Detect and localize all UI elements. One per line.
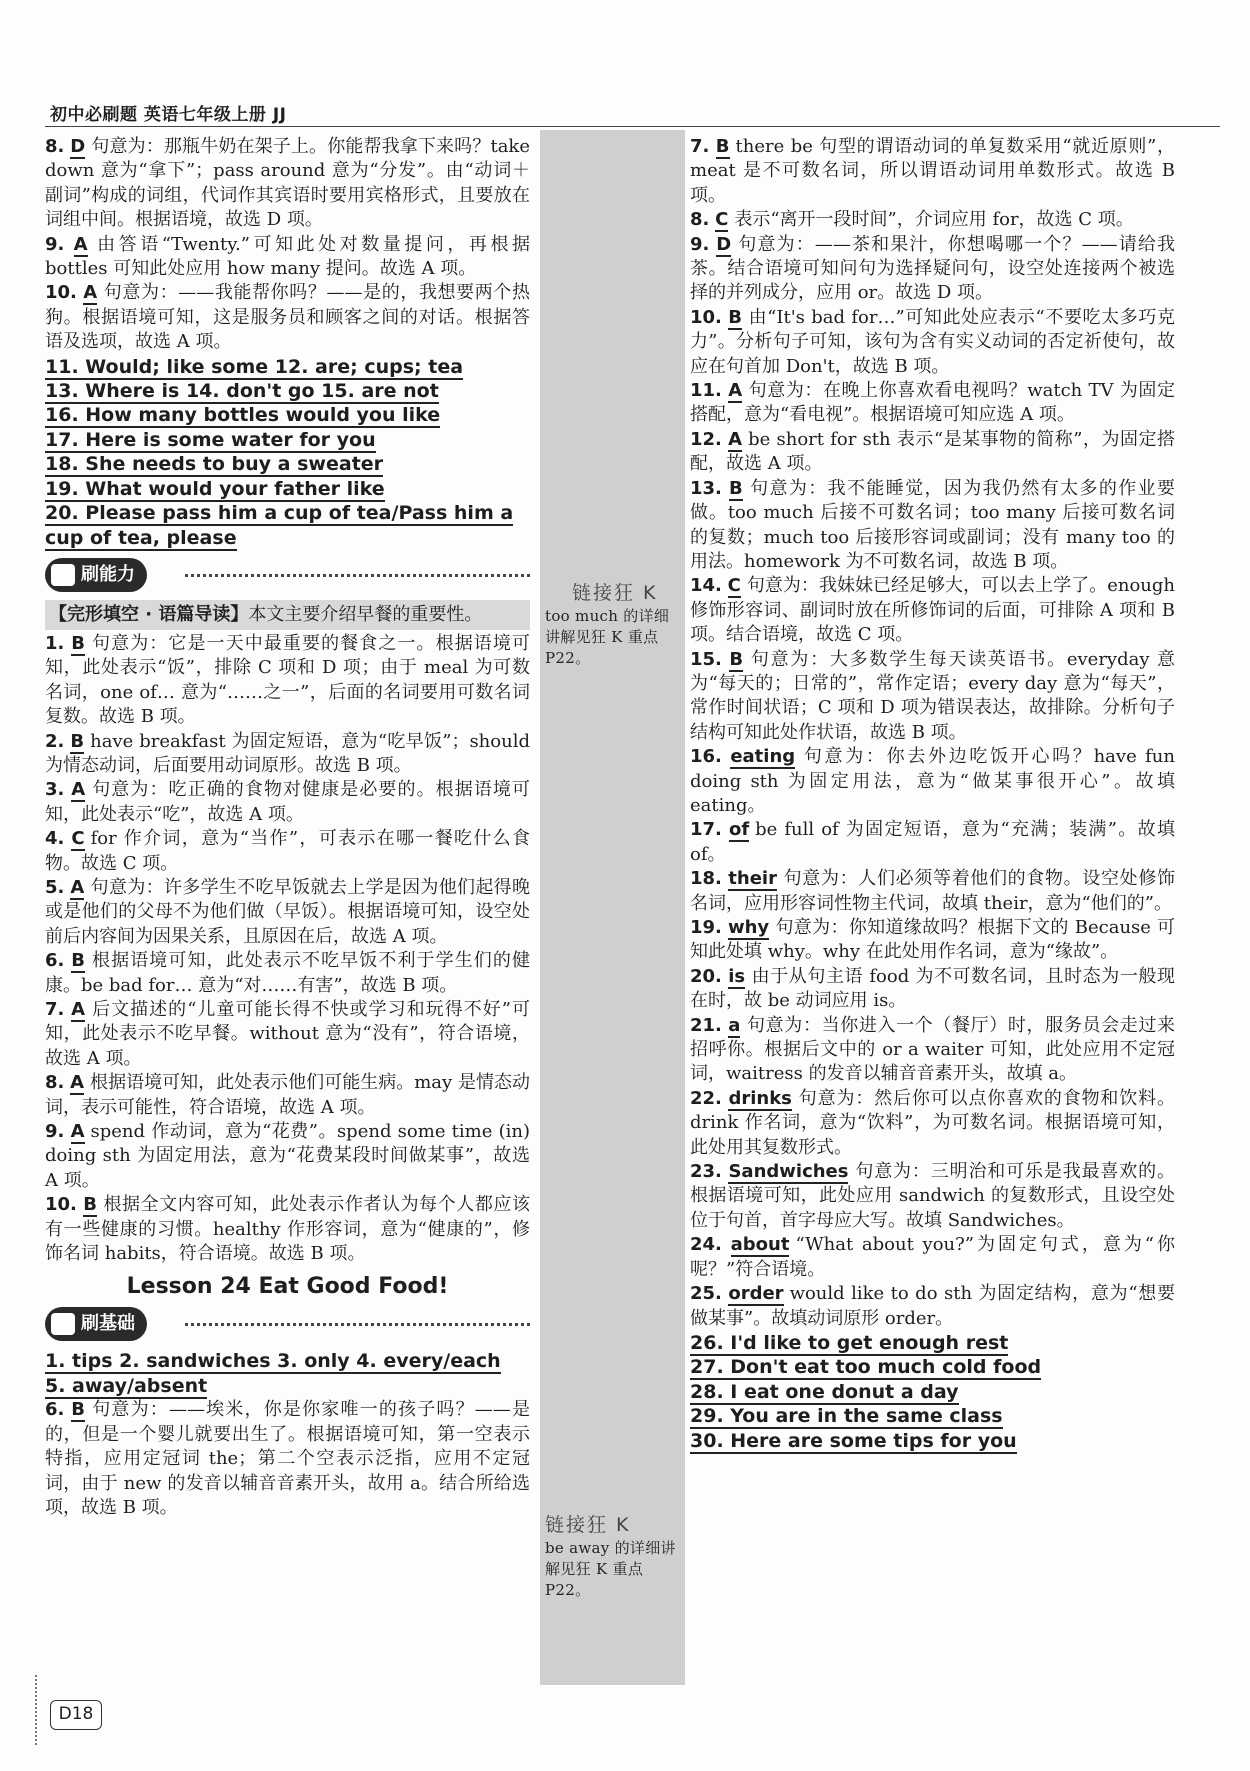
question-number: 5.: [45, 876, 65, 898]
answer-entry: [45, 281, 530, 354]
explanation-text: 句意为：三明治和可乐是我最喜欢的。根据语境可知，此处应用 sandwich 的复数形式，且设空处位于句首，首字母应大写。故填 Sandwiches。: [690, 1161, 1175, 1231]
answer-entry: [690, 306, 1175, 379]
answer-entry: [690, 1160, 1175, 1233]
explanation-text: have breakfast 为固定短语，意为“吃早饭”；should 为情态动词，后面要用动词原形。故选 B 项。: [45, 730, 530, 776]
question-number: 9.: [690, 233, 710, 255]
question-number: 21.: [690, 1014, 722, 1036]
fill-answer: [690, 1331, 1175, 1355]
fill-answer: [45, 501, 530, 550]
question-number: 12.: [690, 428, 722, 450]
answer-key: is: [728, 965, 746, 987]
section-header-ability: [45, 556, 530, 596]
explanation-text: 句意为：你知道缘故吗？根据下文的 Because 可知此处填 why。why 在此处用作名词，意为“缘故”。: [690, 917, 1175, 963]
guide-label: 【完形填空 · 语篇导读】: [49, 603, 249, 625]
answer-key: D: [716, 233, 732, 255]
question-number: 15.: [690, 648, 722, 670]
answer-entry: [690, 1087, 1175, 1160]
answer-entry: [690, 1282, 1175, 1331]
question-number: 8.: [690, 209, 710, 231]
answer-entry: [45, 876, 530, 949]
answer-entry: [690, 1014, 1175, 1087]
fill-answer-text: 5. away/absent: [45, 1374, 208, 1397]
answer-key: B: [715, 136, 730, 157]
answer-key: C: [727, 575, 741, 597]
side-note-2: be away 的详细讲解见狂 K 重点 P22。: [545, 1539, 676, 1599]
link-tag-2: 链接狂 K: [545, 1514, 631, 1536]
answer-key: A: [73, 233, 88, 255]
answer-key: B: [729, 477, 743, 499]
answer-entry: [690, 233, 1175, 306]
fill-group: [45, 1349, 530, 1398]
answer-key: A: [728, 428, 743, 450]
fill-group: [690, 1331, 1175, 1453]
answer-key: B: [71, 1399, 86, 1421]
answer-entry: [690, 1233, 1175, 1282]
answer-key: why: [727, 917, 770, 938]
answer-key: C: [71, 828, 85, 850]
answer-entry: [690, 965, 1175, 1014]
fill-answer: [45, 379, 530, 403]
answer-entry: [45, 1071, 530, 1120]
explanation-text: be full of 为固定短语，意为“充满；装满”。故填 of。: [690, 819, 1175, 865]
fill-answer: [45, 1349, 530, 1373]
answer-key: order: [728, 1283, 784, 1305]
question-number: 19.: [690, 917, 722, 938]
fill-answer-text: 16. How many bottles would you like: [45, 404, 441, 427]
question-number: 7.: [45, 999, 65, 1020]
answer-entry: [45, 135, 530, 233]
question-number: 7.: [690, 136, 710, 157]
brush-icon: [51, 564, 75, 586]
explanation-text: 根据语境可知，此处表示他们可能生病。may 是情态动词，表示可能性，符合语境，故选 A 项。: [45, 1072, 530, 1118]
section-badge: [45, 1307, 147, 1341]
explanation-text: 句意为：你去外边吃饭开心吗？have fun doing sth 为固定用法，意为“做某事很开心”。故填 eating。: [690, 746, 1175, 816]
guide-text: 本文主要介绍早餐的重要性。: [248, 603, 483, 625]
answer-key: A: [71, 779, 86, 801]
answer-key: eating: [730, 746, 796, 768]
answer-entry: [45, 1120, 530, 1193]
fill-answer: [690, 1429, 1175, 1453]
explanation-text: 句意为：在晚上你喜欢看电视吗？watch TV 为固定搭配，意为“看电视”。根据语境可知应选 A 项。: [690, 380, 1175, 426]
section-header-basic: [45, 1305, 530, 1345]
dotted-rule: [185, 1323, 530, 1326]
explanation-text: would like to do sth 为固定结构，意为“想要做某事”。故填动词原形 order。: [690, 1283, 1175, 1329]
question-number: 8.: [45, 136, 65, 157]
explanation-text: 后文描述的“儿童可能长得不快或学习和玩得不好”可知，此处表示不吃早餐。without 意为“没有”，符合语境，故选 A 项。: [45, 999, 530, 1069]
explanation-text: 句意为：吃正确的食物对健康是必要的。根据语境可知，此处表示“吃”，故选 A 项。: [45, 779, 530, 825]
explanation-text: “What about you?”为固定句式，意为“你呢？”符合语境。: [690, 1234, 1175, 1280]
section-label: 刷能力: [81, 563, 135, 585]
brush-icon: [51, 1313, 75, 1335]
answer-key: B: [71, 950, 85, 972]
answer-entry: [45, 1193, 530, 1266]
question-number: 3.: [45, 779, 65, 801]
answer-entry: [45, 778, 530, 827]
fill-answer-text: 11. Would; like some 12. are; cups; tea: [45, 355, 464, 378]
fill-answer-text: 26. I'd like to get enough rest: [690, 1331, 1009, 1354]
answer-entry: [690, 477, 1175, 575]
fill-answer-text: 30. Here are some tips for you: [690, 1429, 1017, 1452]
link-tag-1: 链接狂 K: [572, 582, 658, 604]
fill-answer: [690, 1404, 1175, 1428]
entry-group: [45, 632, 530, 1267]
explanation-text: 句意为：——我能帮你吗？——是的，我想要两个热狗。根据语境可知，这是服务员和顾客之间的对话。根据答语及选项，故选 A 项。: [45, 282, 530, 353]
fill-group: [45, 355, 530, 550]
fill-answer: [45, 428, 530, 452]
answer-key: B: [83, 1194, 97, 1216]
explanation-text: 由于从句主语 food 为不可数名词，且时态为一般现在时，故 be 动词应用 is。: [690, 965, 1175, 1012]
fill-answer: [45, 403, 530, 427]
explanation-text: 表示“离开一段时间”，介词应用 for，故选 C 项。: [734, 209, 1134, 231]
question-number: 24.: [690, 1234, 722, 1256]
explanation-text: 句意为：大多数学生每天读英语书。everyday 意为“每天的；日常的”，常作定语；every day 意为“每天”，常作时间状语；C 项和 D 项为错误表达，故排除。分析句子结构可知此处作状语，故选 B 项。: [690, 648, 1175, 743]
question-number: 25.: [690, 1283, 722, 1305]
answer-entry: [690, 428, 1175, 477]
fill-answer-text: 29. You are in the same class: [690, 1405, 1003, 1428]
explanation-text: 句意为：我不能睡觉，因为我仍然有太多的作业要做。too much 后接不可数名词；too many 后接可数名词的复数；much too 后接形容词或副词；没有 many too 的用法。homework 为不可数名词，故选 B 项。: [690, 477, 1175, 572]
dotted-rule: [185, 574, 530, 577]
question-number: 10.: [45, 282, 77, 304]
explanation-text: 句意为：许多学生不吃早饭就去上学是因为他们起得晚或是他们的父母不为他们做（早饭）。根据语境可知，设空处前后内容间为因果关系，且原因在后，故选 A 项。: [45, 876, 530, 947]
answer-entry: [690, 208, 1175, 232]
explanation-text: there be 句型的谓语动词的单复数采用“就近原则”，meat 是不可数名词，所以谓语动词用单数形式。故选 B 项。: [690, 136, 1175, 206]
answer-entry: [690, 574, 1175, 647]
fill-answer: [45, 355, 530, 379]
fill-answer-text: 13. Where is 14. don't go 15. are not: [45, 380, 439, 403]
answer-key: A: [728, 380, 743, 402]
margin-strip: [540, 130, 685, 1685]
answer-key: A: [70, 1072, 85, 1094]
explanation-text: 句意为：它是一天中最重要的餐食之一。根据语境可知，此处表示“饭”，排除 C 项和 D 项；由于 meal 为可数名词，one of… 意为“……之一”，后面的名词要用可数名词复数。故选 B 项。: [45, 632, 530, 728]
explanation-text: 句意为：当你进入一个（餐厅）时，服务员会走过来招呼你。根据后文中的 or a waiter 可知，此处应用不定冠词，waitress 的发音以辅音音素开头，故填 a。: [690, 1014, 1175, 1085]
question-number: 13.: [690, 477, 722, 499]
explanation-text: 根据全文内容可知，此处表示作者认为每个人都应该有一些健康的习惯。healthy 作形容词，意为“健康的”，修饰名词 habits，符合语境。故选 B 项。: [45, 1194, 530, 1265]
reading-guide: [45, 600, 530, 630]
side-note-1: too much 的详细讲解见狂 K 重点 P22。: [545, 607, 670, 667]
explanation-text: 句意为：人们必须等着他们的食物。设空处修饰名词，应用形容词性物主代词，故填 their，意为“他们的”。: [690, 868, 1175, 914]
explanation-text: 由答语“Twenty.”可知此处对数量提问，再根据 bottles 可知此处应用 how many 提问。故选 A 项。: [45, 233, 530, 280]
answer-key: B: [729, 648, 744, 670]
answer-entry: [690, 648, 1175, 746]
fill-answer: [690, 1355, 1175, 1379]
question-number: 4.: [45, 828, 65, 850]
question-number: 10.: [45, 1194, 77, 1216]
answer-entry: [690, 379, 1175, 428]
fill-answer-text: 27. Don't eat too much cold food: [690, 1356, 1042, 1379]
fill-answer-text: 20. Please pass him a cup of tea/Pass him a cup of tea, please: [45, 502, 514, 549]
explanation-text: spend 作动词，意为“花费”。spend some time (in) doing sth 为固定用法，意为“花费某段时间做某事”，故选 A 项。: [45, 1121, 530, 1191]
answer-entry: [690, 916, 1175, 965]
section-label: 刷基础: [81, 1313, 135, 1335]
fill-answer: [45, 477, 530, 501]
fill-answer: [45, 452, 530, 476]
explanation-text: 句意为：然后你可以点你喜欢的食物和饮料。drink 作名词，意为“饮料”，为可数名词。根据语境可知，此处用其复数形式。: [690, 1087, 1175, 1158]
question-number: 8.: [45, 1072, 65, 1094]
page-number: D18: [50, 1700, 102, 1730]
answer-key: C: [715, 209, 729, 231]
answer-key: B: [70, 730, 85, 752]
answer-entry: [45, 949, 530, 998]
answer-key: B: [728, 306, 742, 328]
answer-key: about: [730, 1234, 790, 1256]
explanation-text: 句意为：——茶和果汁，你想喝哪一个？——请给我茶。结合语境可知问句为选择疑问句，设空处连接两个被选择的并列成分，应用 or。故选 D 项。: [690, 233, 1175, 304]
answer-key: A: [71, 999, 86, 1020]
question-number: 17.: [690, 819, 722, 841]
answer-entry: [45, 730, 530, 779]
section-badge: [45, 558, 147, 592]
question-number: 9.: [45, 233, 65, 255]
fill-answer-text: 1. tips 2. sandwiches 3. only 4. every/each: [45, 1350, 501, 1373]
lesson-title: Lesson 24 Eat Good Food!: [126, 1274, 449, 1300]
fill-answer-text: 17. Here is some water for you: [45, 428, 376, 451]
question-number: 18.: [690, 868, 722, 890]
question-number: 9.: [45, 1121, 65, 1143]
answer-entry: [45, 1398, 530, 1520]
question-number: 2.: [45, 730, 65, 752]
answer-key: Sandwiches: [728, 1161, 849, 1183]
question-number: 1.: [45, 632, 65, 654]
right-column: [690, 135, 1175, 1453]
question-number: 23.: [690, 1161, 722, 1183]
fill-answer-text: 18. She needs to buy a sweater: [45, 453, 384, 476]
explanation-text: 由“It's bad for…”可知此处应表示“不要吃太多巧克力”。分析句子可知，该句为含有实义动词的否定祈使句，故应在句首加 Don't，故选 B 项。: [690, 306, 1175, 377]
answer-key: their: [728, 868, 777, 890]
entry-group: [690, 135, 1175, 1331]
fill-answer: [45, 1374, 530, 1398]
fill-answer-text: 28. I eat one donut a day: [690, 1380, 959, 1403]
answer-key: A: [83, 282, 98, 304]
explanation-text: be short for sth 表示“是某事物的简称”，为固定搭配，故选 A 项。: [690, 428, 1175, 475]
question-number: 22.: [690, 1087, 722, 1109]
answer-entry: [690, 135, 1175, 208]
answer-entry: [690, 818, 1175, 867]
entry-group: [45, 135, 530, 355]
answer-key: of: [728, 819, 750, 841]
question-number: 14.: [690, 575, 722, 597]
question-number: 6.: [45, 1399, 65, 1421]
answer-entry: [45, 233, 530, 282]
header-rule: [45, 126, 1220, 127]
fill-answer: [690, 1380, 1175, 1404]
answer-entry: [45, 998, 530, 1071]
answer-key: A: [70, 1121, 85, 1143]
answer-entry: [690, 745, 1175, 818]
answer-key: a: [728, 1014, 741, 1036]
explanation-text: 句意为：——埃米，你是你家唯一的孩子吗？——是的，但是一个婴儿就要出生了。根据语境可知，第一空表示特指，应用定冠词 the；第二个空表示泛指，应用不定冠词，由于 new 的发音以辅音音素开头，故用 a。结合所给选项，故选 B 项。: [45, 1399, 530, 1518]
question-number: 6.: [45, 950, 65, 972]
explanation-text: for 作介词，意为“当作”，可表示在哪一餐吃什么食物。故选 C 项。: [45, 828, 530, 874]
explanation-text: 根据语境可知，此处表示不吃早饭不利于学生们的健康。be bad for… 意为“对……有害”，故选 B 项。: [45, 950, 530, 996]
answer-entry: [690, 867, 1175, 916]
answer-key: A: [70, 876, 85, 898]
entry-group: [45, 1398, 530, 1520]
left-column: [45, 135, 530, 1520]
answer-key: drinks: [728, 1087, 792, 1109]
explanation-text: 句意为：那瓶牛奶在架子上。你能帮我拿下来吗？take down 意为“拿下”；pass around 意为“分发”。由“动词＋副词”构成的词组，代词作其宾语时要用宾格形式，且要放在词组中间。根据语境，故选 D 项。: [45, 136, 530, 231]
answer-key: B: [71, 632, 85, 654]
footer-dotted-rule: [35, 1675, 37, 1745]
question-number: 11.: [690, 380, 722, 402]
question-number: 20.: [690, 965, 722, 987]
question-number: 10.: [690, 306, 722, 328]
answer-entry: [45, 632, 530, 730]
answer-key: D: [70, 136, 86, 157]
fill-answer-text: 19. What would your father like: [45, 477, 385, 500]
explanation-text: 句意为：我妹妹已经足够大，可以去上学了。enough 修饰形容词、副词时放在所修饰词的后面，可排除 A 项和 B 项。结合语境，故选 C 项。: [690, 575, 1175, 646]
page-header: 初中必刷题 英语七年级上册 JJ: [50, 105, 287, 125]
question-number: 16.: [690, 746, 722, 768]
answer-entry: [45, 827, 530, 876]
